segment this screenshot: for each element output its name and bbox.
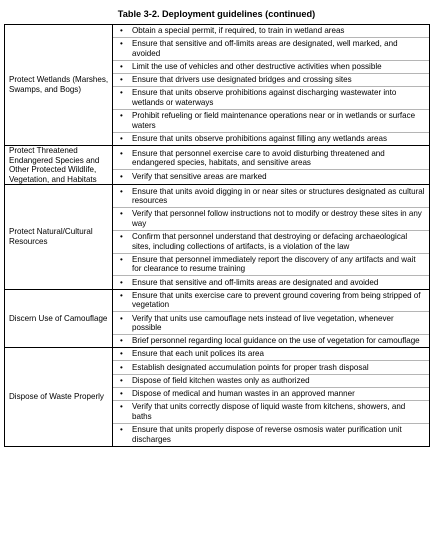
guideline-text: Ensure that units observe prohibitions against filling any wetlands areas (132, 134, 387, 143)
bullet-icon: • (120, 389, 123, 398)
guideline-item (113, 37, 429, 60)
guideline-text: Dispose of field kitchen wastes only as authorized (132, 375, 310, 385)
guidelines-cell (113, 289, 430, 348)
deployment-guidelines-table (4, 24, 430, 447)
guideline-item (113, 400, 429, 423)
guideline-item (113, 230, 429, 253)
guideline-item (113, 253, 429, 276)
bullet-icon: • (120, 171, 123, 181)
guidelines-cell (113, 25, 430, 146)
bullet-icon: • (120, 111, 123, 121)
guideline-text: Confirm that personnel understand that destroying or defacing archaeological sites, including collections of artifacts, is a violation of the law (132, 232, 408, 251)
table-caption: Table 3-2. Deployment guidelines (continued) (117, 9, 316, 19)
guideline-item (113, 25, 429, 37)
guideline-text: Ensure that units observe prohibitions against discharging wastewater into wetlands or waterways (132, 88, 397, 108)
category-cell: Protect Threatened Endangered Species and Other Protected Wildlife, Vegetation, and Habitats (5, 145, 113, 184)
table-row (5, 145, 430, 184)
guideline-text: Ensure that sensitive and off-limits areas are designated and avoided (132, 277, 379, 287)
guideline-item (113, 275, 429, 288)
bullet-icon: • (120, 254, 123, 264)
guideline-item (113, 374, 429, 387)
bullet-icon: • (120, 148, 123, 158)
guideline-list (113, 348, 429, 445)
guideline-text: Ensure that sensitive and off-limits areas are designated, well marked, and avoided (132, 39, 398, 58)
bullet-icon: • (120, 402, 123, 412)
table-row (5, 185, 430, 289)
guideline-text: Prohibit refueling or field maintenance operations near or in wetlands or surface waters (132, 111, 416, 130)
guideline-item (113, 169, 429, 182)
guideline-list (113, 290, 429, 348)
guideline-item (113, 207, 429, 230)
bullet-icon: • (120, 277, 123, 287)
guideline-item (113, 348, 429, 360)
guideline-list (113, 185, 429, 288)
guideline-item (113, 290, 429, 312)
guideline-item (113, 132, 429, 145)
table-body (5, 25, 430, 447)
bullet-icon: • (120, 134, 123, 143)
guidelines-cell (113, 348, 430, 446)
guideline-text: Verify that sensitive areas are marked (132, 171, 267, 181)
table-row (5, 348, 430, 446)
bullet-icon: • (120, 362, 123, 372)
guideline-text: Obtain a special permit, if required, to train in wetland areas (132, 26, 345, 36)
guideline-text: Brief personnel regarding local guidance on the use of vegetation for camouflage (132, 336, 420, 346)
guideline-item (113, 360, 429, 373)
guideline-item (113, 60, 429, 73)
table-row (5, 25, 430, 146)
guideline-item (113, 185, 429, 207)
category-cell: Dispose of Waste Properly (5, 348, 113, 446)
guideline-item (113, 148, 429, 170)
bullet-icon: • (120, 232, 123, 242)
category-cell: Protect Natural/Cultural Resources (5, 185, 113, 289)
bullet-icon: • (120, 88, 123, 98)
bullet-icon: • (120, 26, 123, 36)
guideline-text: Establish designated accumulation points for proper trash disposal (132, 362, 369, 372)
guideline-item (113, 334, 429, 347)
category-cell: Discern Use of Camouflage (5, 289, 113, 348)
bullet-icon: • (120, 290, 123, 300)
category-cell: Protect Wetlands (Marshes, Swamps, and Bogs) (5, 25, 113, 146)
guideline-text: Dispose of medical and human wastes in an approved manner (132, 389, 355, 398)
guideline-text: Ensure that each unit polices its area (132, 349, 264, 359)
guideline-text: Ensure that units exercise care to prevent ground covering from being stripped of vegetation (132, 290, 421, 310)
guidelines-cell (113, 185, 430, 289)
guideline-item (113, 86, 429, 109)
guideline-item (113, 311, 429, 334)
guideline-list (113, 25, 429, 145)
bullet-icon: • (120, 424, 123, 434)
guideline-item (113, 387, 429, 400)
bullet-icon: • (120, 209, 123, 219)
guideline-text: Ensure that drivers use designated bridges and crossing sites (132, 75, 352, 85)
bullet-icon: • (120, 313, 123, 323)
guideline-item (113, 73, 429, 86)
bullet-icon: • (120, 349, 123, 359)
bullet-icon: • (120, 375, 123, 385)
guideline-list (113, 148, 429, 183)
bullet-icon: • (120, 336, 123, 346)
bullet-icon: • (120, 39, 123, 49)
guideline-text: Limit the use of vehicles and other destructive activities when possible (132, 62, 382, 72)
guidelines-cell (113, 145, 430, 184)
bullet-icon: • (120, 62, 123, 72)
guideline-text: Ensure that personnel immediately report the discovery of any artifacts and wait for clearance to resume training (132, 254, 416, 274)
guideline-text: Ensure that units avoid digging in or near sites or structures designated as cultural resources (132, 186, 425, 206)
guideline-text: Ensure that units properly dispose of reverse osmosis water purification unit discharges (132, 424, 402, 444)
bullet-icon: • (120, 75, 123, 85)
guideline-text: Verify that units correctly dispose of liquid waste from kitchens, showers, and baths (132, 402, 406, 421)
guideline-text: Verify that personnel follow instructions not to modify or destroy these sites in any way (132, 209, 422, 228)
bullet-icon: • (120, 186, 123, 196)
guideline-item (113, 423, 429, 446)
table-row (5, 289, 430, 348)
guideline-text: Ensure that personnel exercise care to avoid disturbing threatened and endangered species, habitats, and sensitive areas (132, 148, 385, 168)
guideline-text: Verify that units use camouflage nets instead of live vegetation, whenever possible (132, 313, 394, 333)
guideline-item (113, 109, 429, 132)
